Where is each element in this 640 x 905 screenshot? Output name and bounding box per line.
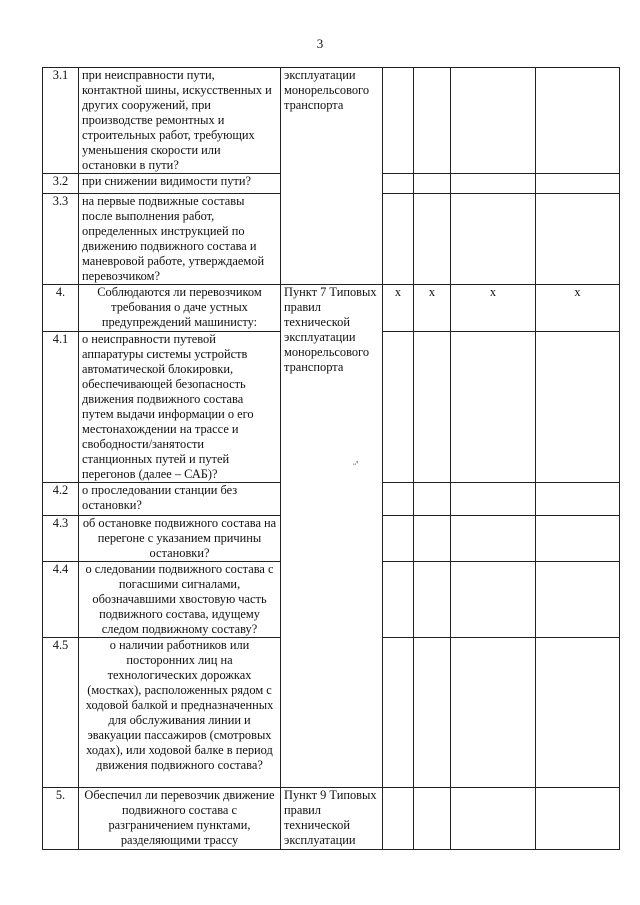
answer-no-cell[interactable] xyxy=(414,332,451,483)
notes-cell[interactable] xyxy=(536,174,620,194)
notes-cell[interactable] xyxy=(536,483,620,516)
answer-na-cell[interactable] xyxy=(451,788,536,850)
question-text: о следовании подвижного состава с погасшими сигналами, обозначавшими хвостовую часть подвижного состава, идущему следом подвижному составу? xyxy=(85,562,274,636)
row-number: 3.1 xyxy=(43,68,79,174)
notes-cell[interactable] xyxy=(536,516,620,562)
notes-cell[interactable] xyxy=(536,788,620,850)
notes-cell[interactable] xyxy=(536,68,620,174)
answer-na-cell[interactable] xyxy=(451,68,536,174)
row-number: 4. xyxy=(43,285,79,332)
answer-no-cell[interactable] xyxy=(414,483,451,516)
answer-na-cell[interactable] xyxy=(451,638,536,788)
notes-cell[interactable] xyxy=(536,194,620,285)
answer-na-cell[interactable] xyxy=(451,174,536,194)
legal-reference: Пункт 9 Типовых правил технической эксплуатации xyxy=(281,788,383,850)
answer-na-cell[interactable] xyxy=(451,483,536,516)
notes-cell[interactable] xyxy=(536,332,620,483)
question-text: при неисправности пути, контактной шины, искусственных и других сооружений, при производстве ремонтных и строительных работ, требующих уменьшения скорости или остановки в пути? xyxy=(79,68,281,174)
answer-yes-cell[interactable] xyxy=(383,68,414,174)
question-text: на первые подвижные составы после выполнения работ, определенных инструкцией по движению подвижного состава и маневровой работе, утверждаемой перевозчиком? xyxy=(79,194,281,285)
question-text: Соблюдаются ли перевозчиком требования о даче устных предупреждений машинисту: xyxy=(97,285,262,329)
page-number: 3 xyxy=(316,36,324,51)
row-number: 4.1 xyxy=(43,332,79,483)
question-text: о проследовании станции без остановки? xyxy=(79,483,281,516)
legal-reference: эксплуатации монорельсового транспорта xyxy=(281,68,383,285)
row-number: 3.3 xyxy=(43,194,79,285)
answer-yes-cell[interactable] xyxy=(383,332,414,483)
answer-na-cell[interactable] xyxy=(451,516,536,562)
answer-no-cell[interactable] xyxy=(414,174,451,194)
answer-no-cell[interactable] xyxy=(414,516,451,562)
row-number: 3.2 xyxy=(43,174,79,194)
question-text: об остановке подвижного состава на перегоне с указанием причины остановки? xyxy=(82,516,277,560)
answer-yes-cell[interactable] xyxy=(383,788,414,850)
answer-no-cell[interactable]: x xyxy=(414,285,451,332)
notes-cell[interactable]: x xyxy=(536,285,620,332)
row-number: 4.4 xyxy=(43,562,79,638)
answer-yes-cell[interactable] xyxy=(383,562,414,638)
row-number: 4.5 xyxy=(43,638,79,788)
row-number: 4.2 xyxy=(43,483,79,516)
answer-na-cell[interactable] xyxy=(451,562,536,638)
answer-yes-cell[interactable] xyxy=(383,516,414,562)
handwritten-mark: ᵕ' xyxy=(353,459,359,471)
legal-reference: Пункт 7 Типовых правил технической эксплуатации монорельсового транспорта xyxy=(281,285,383,788)
table-row xyxy=(43,788,620,850)
answer-no-cell[interactable] xyxy=(414,68,451,174)
answer-no-cell[interactable] xyxy=(414,638,451,788)
question-text: Обеспечил ли перевозчик движение подвижного состава с разграничением пунктами, разделяющими трассу xyxy=(84,788,275,847)
answer-no-cell[interactable] xyxy=(414,194,451,285)
answer-yes-cell[interactable]: x xyxy=(383,285,414,332)
row-number: 4.3 xyxy=(43,516,79,562)
question-text: о наличии работников или посторонних лиц на технологических дорожках (мостках), расположенных рядом с ходовой балкой и предназначенных для обслуживания линии и эвакуации пассажиров (смотровых ходах), или ходовой балке в период движения подвижного состава? xyxy=(85,638,274,772)
answer-na-cell[interactable] xyxy=(451,194,536,285)
checklist-table xyxy=(42,67,620,850)
answer-yes-cell[interactable] xyxy=(383,638,414,788)
table-row xyxy=(43,285,620,332)
notes-cell[interactable] xyxy=(536,638,620,788)
answer-no-cell[interactable] xyxy=(414,562,451,638)
answer-yes-cell[interactable] xyxy=(383,483,414,516)
answer-na-cell[interactable]: x xyxy=(451,285,536,332)
table-row xyxy=(43,68,620,174)
notes-cell[interactable] xyxy=(536,562,620,638)
question-text: о неисправности путевой аппаратуры системы устройств автоматической блокировки, обеспечивающей безопасность движения подвижного состава путем выдачи информации о его местонахождении на трассе и свободности/занятости станционных путей и путей перегонов (далее – САБ)? xyxy=(79,332,281,483)
answer-yes-cell[interactable] xyxy=(383,174,414,194)
answer-yes-cell[interactable] xyxy=(383,194,414,285)
answer-na-cell[interactable] xyxy=(451,332,536,483)
row-number: 5. xyxy=(43,788,79,850)
answer-no-cell[interactable] xyxy=(414,788,451,850)
question-text: при снижении видимости пути? xyxy=(79,174,281,194)
